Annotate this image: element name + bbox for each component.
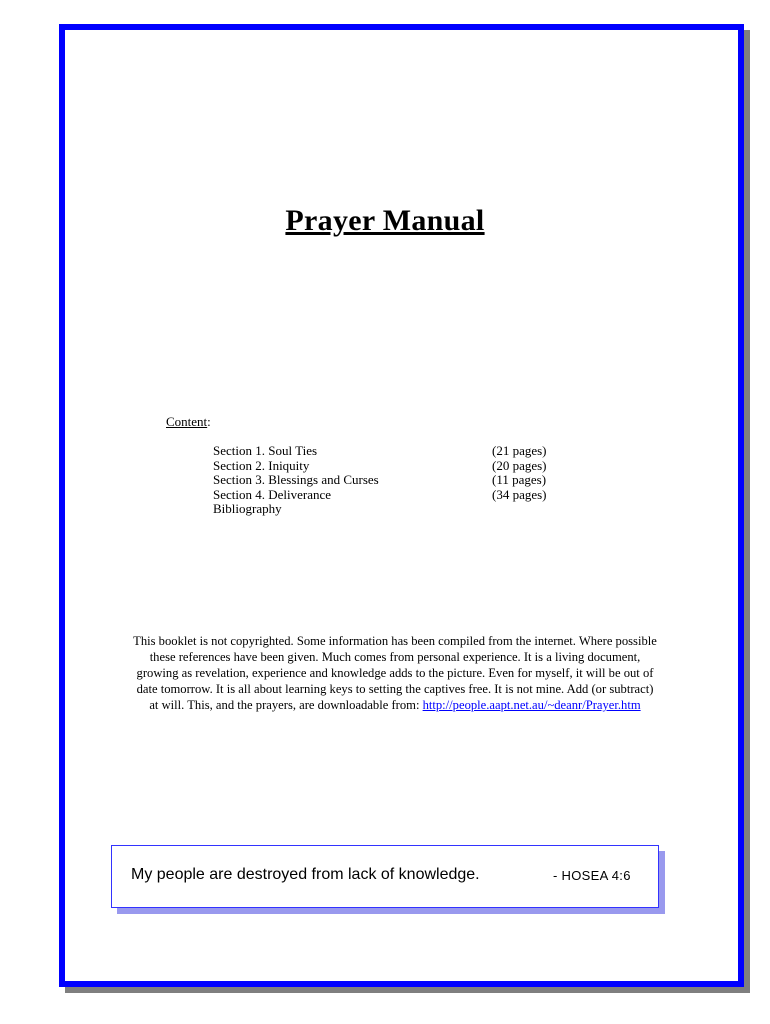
contents-heading-label: Content (166, 414, 208, 429)
download-link[interactable]: http://people.aapt.net.au/~deanr/Prayer.htm (422, 698, 641, 712)
contents-heading (166, 414, 211, 430)
table-of-contents (213, 444, 573, 517)
notice-line: growing as revelation, experience and knowledge adds to the picture. Even for myself, it will be out of (136, 666, 654, 680)
toc-item-pages: (20 pages) (492, 457, 547, 473)
toc-item (213, 488, 573, 503)
toc-item (213, 459, 573, 474)
notice-line-text: at will. This, and the prayers, are downloadable from: (149, 698, 423, 712)
notice-line: these references have been given. Much comes from personal experience. It is a living document, (149, 650, 641, 664)
scripture-quote-box (111, 845, 659, 908)
toc-item-pages: (34 pages) (492, 486, 547, 502)
notice-line (92, 697, 698, 713)
notice-line: This booklet is not copyrighted. Some information has been compiled from the internet. Where possible (133, 634, 657, 648)
notice-line: date tomorrow. It is all about learning keys to setting the captives free. It is not mine. Add (or subtract) (136, 682, 654, 696)
toc-item (213, 473, 573, 488)
toc-item-pages (492, 502, 573, 517)
toc-item-pages: (21 pages) (492, 443, 547, 458)
quote-text: My people are destroyed from lack of knowledge. (131, 866, 480, 883)
toc-item (213, 444, 573, 459)
quote-reference: - HOSEA 4:6 (553, 868, 631, 883)
document-title: Prayer Manual (285, 204, 485, 237)
contents-heading-colon: : (207, 414, 211, 429)
toc-item-label: Section 1. Soul Ties (213, 443, 318, 458)
toc-item-label: Bibliography (213, 501, 282, 517)
toc-item (213, 502, 573, 517)
toc-item-label: Section 4. Deliverance (213, 486, 332, 502)
toc-item-label: Section 3. Blessings and Curses (213, 472, 379, 488)
copyright-notice (92, 633, 698, 713)
toc-item-pages: (11 pages) (492, 472, 547, 488)
toc-item-label: Section 2. Iniquity (213, 457, 310, 473)
